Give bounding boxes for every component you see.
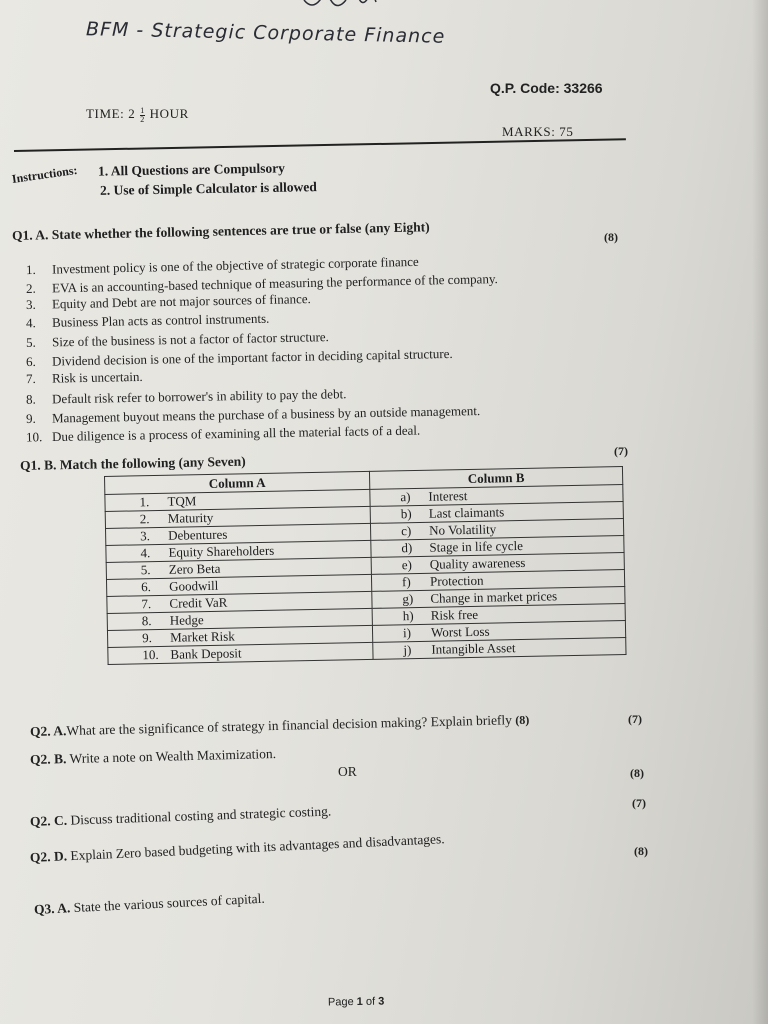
page-current: 1 <box>356 995 363 1008</box>
list-item: 7. Risk is uncertain. <box>25 368 143 387</box>
q2d-marks: (7) <box>632 796 646 810</box>
list-item: 8. Default risk refer to borrower's in ability to pay the debt. <box>25 386 347 407</box>
table-row: 4. Equity Shareholders d) Stage in life cycle <box>106 536 624 563</box>
q2b-marks: (7) <box>628 712 642 726</box>
page-prefix: Page <box>327 995 357 1009</box>
time-fraction-denominator: 2 <box>140 114 145 124</box>
table-row: 7. Credit VaR g) Change in market prices <box>107 587 625 614</box>
q1a-label: Q1. A. <box>11 227 49 243</box>
q2a-label: Q2. A. <box>29 723 67 739</box>
instruction-2: 2. Use of Simple Calculator is allowed <box>99 179 317 198</box>
match-table <box>104 466 627 665</box>
q1a-text: State whether the following sentences are true or false (any Eight) <box>51 219 430 243</box>
q1b-marks: (7) <box>614 444 628 458</box>
q1a-heading <box>12 219 430 244</box>
page-middle: of <box>362 995 379 1008</box>
scribble-mark <box>300 0 410 14</box>
q2d-question <box>30 831 445 866</box>
list-item: 4. Business Plan acts as control instruments. <box>25 310 270 331</box>
q3a-label: Q3. A. <box>33 900 71 917</box>
time-fraction <box>140 107 145 124</box>
list-item: 10. Due diligence is a process of examining all the material facts of a deal. <box>25 422 421 445</box>
table-row: 9. Market Risk i) Worst Loss <box>107 621 625 648</box>
table-row: 5. Zero Beta e) Quality awareness <box>106 553 624 580</box>
time-prefix: TIME: 2 <box>86 106 136 121</box>
time-fraction-numerator: 1 <box>140 105 145 115</box>
q1b-heading <box>20 454 246 474</box>
q2c-question <box>30 803 332 830</box>
column-a-header: Column A <box>105 471 370 494</box>
list-item: 3. Equity and Debt are not major sources of finance. <box>25 291 311 312</box>
table-row: 8. Hedge h) Risk free <box>107 604 625 631</box>
q2b-question <box>30 746 276 768</box>
q3a-question <box>34 891 265 918</box>
list-item: 5. Size of the business is not a factor of factor structure. <box>25 329 329 350</box>
table-row: 3. Debentures c) No Volatility <box>106 519 624 546</box>
exam-marks: MARKS: 75 <box>502 124 574 139</box>
q2d-label: Q2. D. <box>29 848 68 865</box>
q2d-text: Explain Zero based budgeting with its advantages and disadvantages. <box>70 831 445 864</box>
list-item: 2. EVA is an accounting-based technique of measuring the performance of the company. <box>25 271 498 296</box>
q2a-text: What are the significance of strategy in financial decision making? Explain briefly <box>66 712 513 739</box>
table-row: 2. Maturity b) Last claimants <box>105 502 623 529</box>
q2b-label: Q2. B. <box>29 751 67 767</box>
page-total: 3 <box>378 995 385 1008</box>
q3a-marks: (8) <box>634 844 648 858</box>
or-separator: OR <box>338 764 357 779</box>
exam-time <box>86 106 189 124</box>
list-item: 1. Investment policy is one of the objective of strategic corporate finance <box>25 253 419 278</box>
q2c-label: Q2. C. <box>29 812 68 829</box>
list-item: 9. Management buyout means the purchase of a business by an outside management. <box>25 403 481 426</box>
q2b-text: Write a note on Wealth Maximization. <box>69 745 277 767</box>
qp-code: Q.P. Code: 33266 <box>490 80 603 96</box>
q2a-marks: (8) <box>515 712 530 728</box>
q2c-text: Discuss traditional costing and strategic costing. <box>70 803 332 828</box>
list-item: 6. Dividend decision is one of the important factor in deciding capital structure. <box>25 345 453 370</box>
instructions-label: Instructions: <box>10 162 79 186</box>
table-row: 1. TQM a) Interest <box>105 485 623 512</box>
table-row: 10. Bank Deposit j) Intangible Asset <box>108 638 626 665</box>
q3a-text: State the various sources of capital. <box>73 890 266 916</box>
table-row: 6. Goodwill f) Protection <box>106 570 624 597</box>
time-suffix: HOUR <box>149 106 189 121</box>
header-divider <box>14 138 626 152</box>
q2c-marks: (8) <box>630 766 644 780</box>
q1b-label: Q1. B. <box>19 457 57 473</box>
q1b-text: Match the following (any Seven) <box>59 453 246 473</box>
column-b-header: Column B <box>369 467 622 490</box>
page-number <box>328 996 384 1009</box>
instruction-1: 1. All Questions are Compulsory <box>97 160 285 179</box>
q1a-marks: (8) <box>604 230 618 244</box>
handwritten-subject-title: BFM - Strategic Corporate Finance <box>85 18 446 48</box>
q2a-question <box>30 712 530 740</box>
